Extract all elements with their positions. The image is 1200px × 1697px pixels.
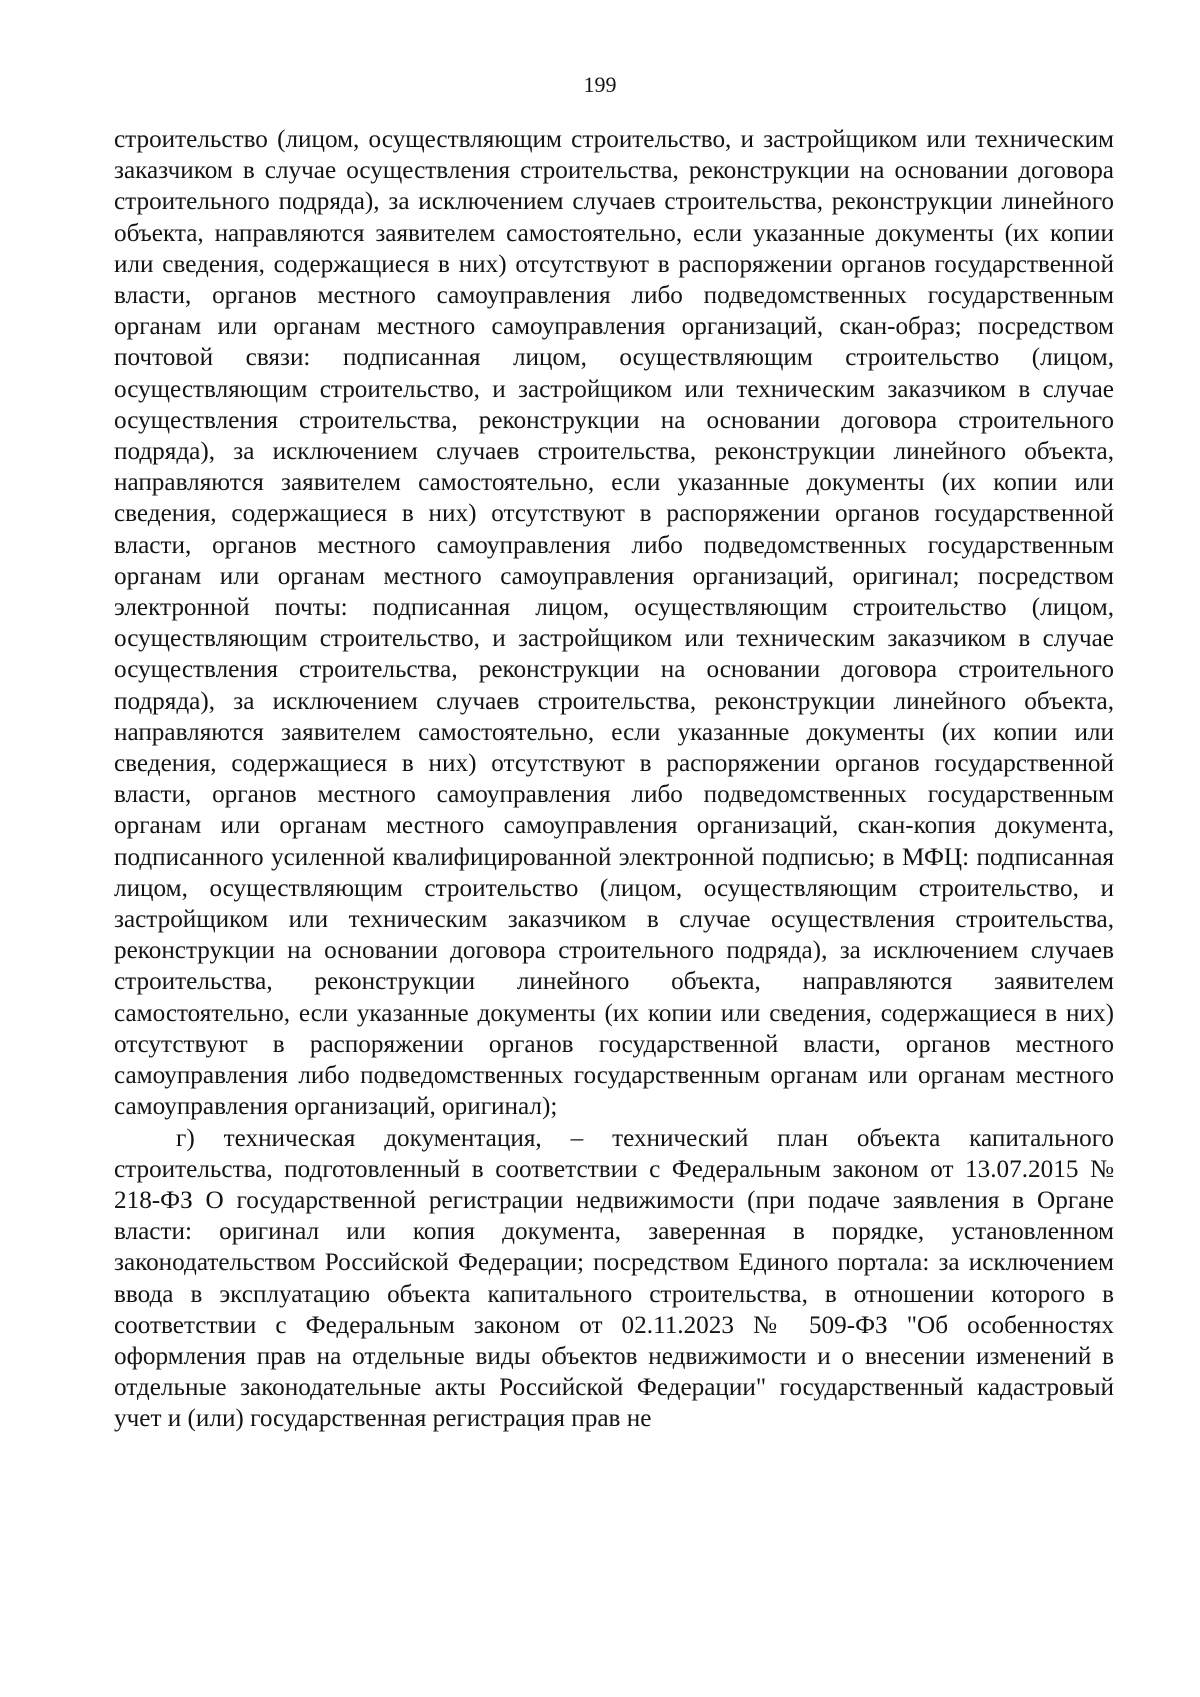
paragraph-technical-documentation: г) техническая документация, – технический план объекта капитального строительства, подготовленный в соответствии с Федеральным законом от 13.07.2015 № 218-ФЗ О государственной регистрации недвижимости (при подаче заявления в Органе власти: оригинал или копия документа, заверенная в порядке, установленном законодательством Российской Федерации; посредством Единого портала: за исключением ввода в эксплуатацию объекта капитального строительства, в отношении которого в соответствии с Федеральным законом от 02.11.2023 № 509-ФЗ "Об особенностях оформления прав на отдельные виды объектов недвижимости и о внесении изменений в отдельные законодательные акты Российской Федерации" государственный кадастровый учет и (или) государственная регистрация прав не xyxy=(114,1124,1114,1433)
page-number: 199 xyxy=(583,72,617,97)
paragraph-continuation: строительство (лицом, осуществляющим строительство, и застройщиком или техническим заказчиком в случае осуществления строительства, реконструкции на основании договора строительного подряда), за исключением случаев строительства, реконструкции линейного объекта, направляются заявителем самостоятельно, если указанные документы (их копии или сведения, содержащиеся в них) отсутствуют в распоряжении органов государственной власти, органов местного самоуправления либо подведомственных государственным органам или органам местного самоуправления организаций, скан-образ; посредством почтовой связи: подписанная лицом, осуществляющим строительство (лицом, осуществляющим строительство, и застройщиком или техническим заказчиком в случае осуществления строительства, реконструкции на основании договора строительного подряда), за исключением случаев строительства, реконструкции линейного объекта, направляются заявителем самостоятельно, если указанные документы (их копии или сведения, содержащиеся в них) отсутствуют в распоряжении органов государственной власти, органов местного самоуправления либо подведомственных государственным органам или органам местного самоуправления организаций, оригинал; посредством электронной почты: подписанная лицом, осуществляющим строительство (лицом, осуществляющим строительство, и застройщиком или техническим заказчиком в случае осуществления строительства, реконструкции на основании договора строительного подряда), за исключением случаев строительства, реконструкции линейного объекта, направляются заявителем самостоятельно, если указанные документы (их копии или сведения, содержащиеся в них) отсутствуют в распоряжении органов государственной власти, органов местного самоуправления либо подведомственных государственным органам или органам местного самоуправления организаций, скан-копия документа, подписанного усиленной квалифицированной электронной подписью; в МФЦ: подписанная лицом, осуществляющим строительство (лицом, осуществляющим строительство, и застройщиком или техническим заказчиком в случае осуществления строительства, реконструкции на основании договора строительного подряда), за исключением случаев строительства, реконструкции линейного объекта, направляются заявителем самостоятельно, если указанные документы (их копии или сведения, содержащиеся в них) отсутствуют в распоряжении органов государственной власти, органов местного самоуправления либо подведомственных государственным органам или органам местного самоуправления организаций, оригинал); xyxy=(114,126,1114,1121)
document-body xyxy=(114,124,1114,1435)
